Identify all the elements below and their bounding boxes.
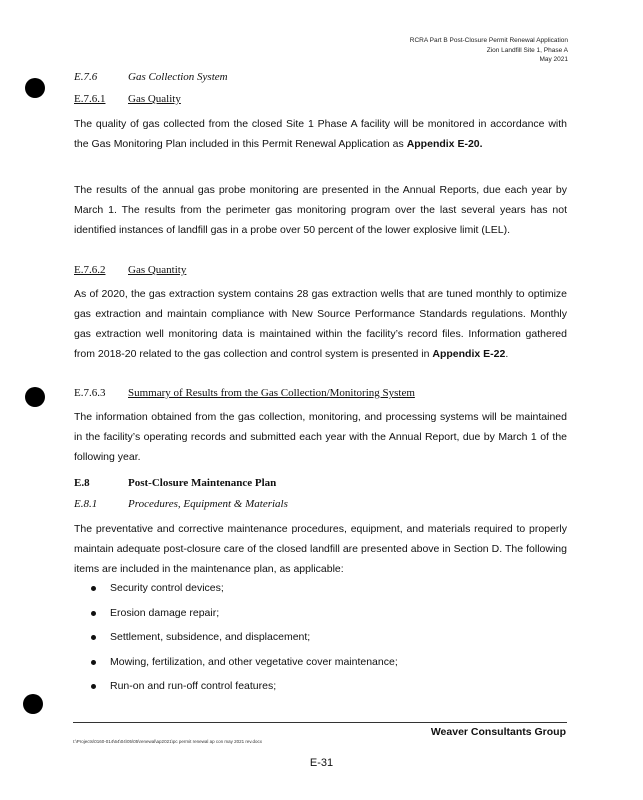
list-item xyxy=(91,630,561,655)
header-document-title: RCRA Part B Post-Closure Permit Renewal Application xyxy=(409,37,568,44)
list-item xyxy=(91,606,561,631)
gas-summary-paragraph xyxy=(74,407,567,467)
list-item-text: Run-on and run-off control features; xyxy=(110,680,277,692)
heading-number: E.8.1 xyxy=(74,498,98,510)
list-item-text: Erosion damage repair; xyxy=(110,606,220,619)
footer-rule xyxy=(73,722,567,723)
gas-quality-paragraph-2 xyxy=(74,180,567,240)
bullet-icon xyxy=(91,684,96,689)
heading-title: Post-Closure Maintenance Plan xyxy=(128,477,277,489)
bullet-icon xyxy=(91,611,96,616)
heading-e-8-1 xyxy=(74,498,288,510)
list-item xyxy=(91,679,561,704)
heading-e-7-6-3 xyxy=(74,387,415,399)
appendix-reference: Appendix E-20. xyxy=(406,138,483,150)
heading-e-7-6-2 xyxy=(74,264,186,276)
paragraph-text: The information obtained from the gas collection, monitoring, and processing systems will be maintained in the facility’s operating records and submitted each year with the Annual Report, due by March 1 of the following year. xyxy=(74,411,567,463)
footer-firm-name: Weaver Consultants Group xyxy=(430,726,566,738)
bullet-icon xyxy=(91,660,96,665)
list-item-text: Mowing, fertilization, and other vegetative cover maintenance; xyxy=(110,655,398,668)
gas-quality-paragraph-1 xyxy=(74,114,567,154)
header-date: May 2021 xyxy=(539,56,568,63)
paragraph-text: The results of the annual gas probe monitoring are presented in the Annual Reports, due each year by March 1. The results from the perimeter gas monitoring program over the last several years has not identified instances of landfill gas in a probe over 50 percent of the lower explosive limit (LEL). xyxy=(74,184,567,236)
heading-e-7-6 xyxy=(74,71,228,83)
heading-number: E.7.6.1 xyxy=(74,93,106,105)
maintenance-paragraph xyxy=(74,519,567,579)
paragraph-text: As of 2020, the gas extraction system contains 28 gas extraction wells that are tuned monthly to optimize gas extraction and maintain compliance with New Source Performance Standards regulations. Monthly gas extraction well monitoring data is maintained within the facility’s record files. Information gathered from 2018-20 related to the gas collection and control system is presented in xyxy=(74,288,567,360)
bullet-icon xyxy=(91,586,96,591)
heading-number: E.7.6.2 xyxy=(74,264,106,276)
heading-e-7-6-1 xyxy=(74,93,181,105)
page-number: E-31 xyxy=(309,757,334,769)
heading-number: E.7.6 xyxy=(74,71,98,83)
heading-title: Procedures, Equipment & Materials xyxy=(128,498,288,510)
heading-number: E.7.6.3 xyxy=(74,387,106,399)
footer-file-path: I:\Projects\0160-014\64\04\05\05\renewal\ap2021\pc permit renewal ap con may 2021 rev.docx xyxy=(73,739,263,744)
header-site: Zion Landfill Site 1, Phase A xyxy=(486,46,568,54)
paragraph-end: . xyxy=(505,348,509,360)
bullet-icon xyxy=(91,635,96,640)
heading-title: Summary of Results from the Gas Collection/Monitoring System xyxy=(128,387,415,399)
list-item xyxy=(91,655,561,680)
punch-hole-middle xyxy=(25,387,45,407)
list-item xyxy=(91,581,561,606)
heading-title: Gas Quality xyxy=(128,93,181,105)
maintenance-items-list xyxy=(91,581,561,704)
heading-number: E.8 xyxy=(74,477,90,489)
running-header xyxy=(410,36,568,65)
punch-hole-top xyxy=(25,78,45,98)
punch-hole-bottom xyxy=(23,694,43,714)
paragraph-text: The quality of gas collected from the closed Site 1 Phase A facility will be monitored in accordance with the Gas Monitoring Plan included in this Permit Renewal Application as xyxy=(74,118,567,150)
gas-quantity-paragraph xyxy=(74,284,567,364)
list-item-text: Security control devices; xyxy=(110,582,224,594)
paragraph-text: The preventative and corrective maintenance procedures, equipment, and materials required to properly maintain adequate post-closure care of the closed landfill are presented above in Section D. The following items are included in the maintenance plan, as applicable: xyxy=(74,523,567,575)
list-item-text: Settlement, subsidence, and displacement; xyxy=(110,631,311,643)
appendix-reference: Appendix E-22 xyxy=(432,348,506,360)
heading-title: Gas Quantity xyxy=(128,264,187,276)
heading-title: Gas Collection System xyxy=(128,71,228,83)
heading-e-8 xyxy=(74,477,276,489)
